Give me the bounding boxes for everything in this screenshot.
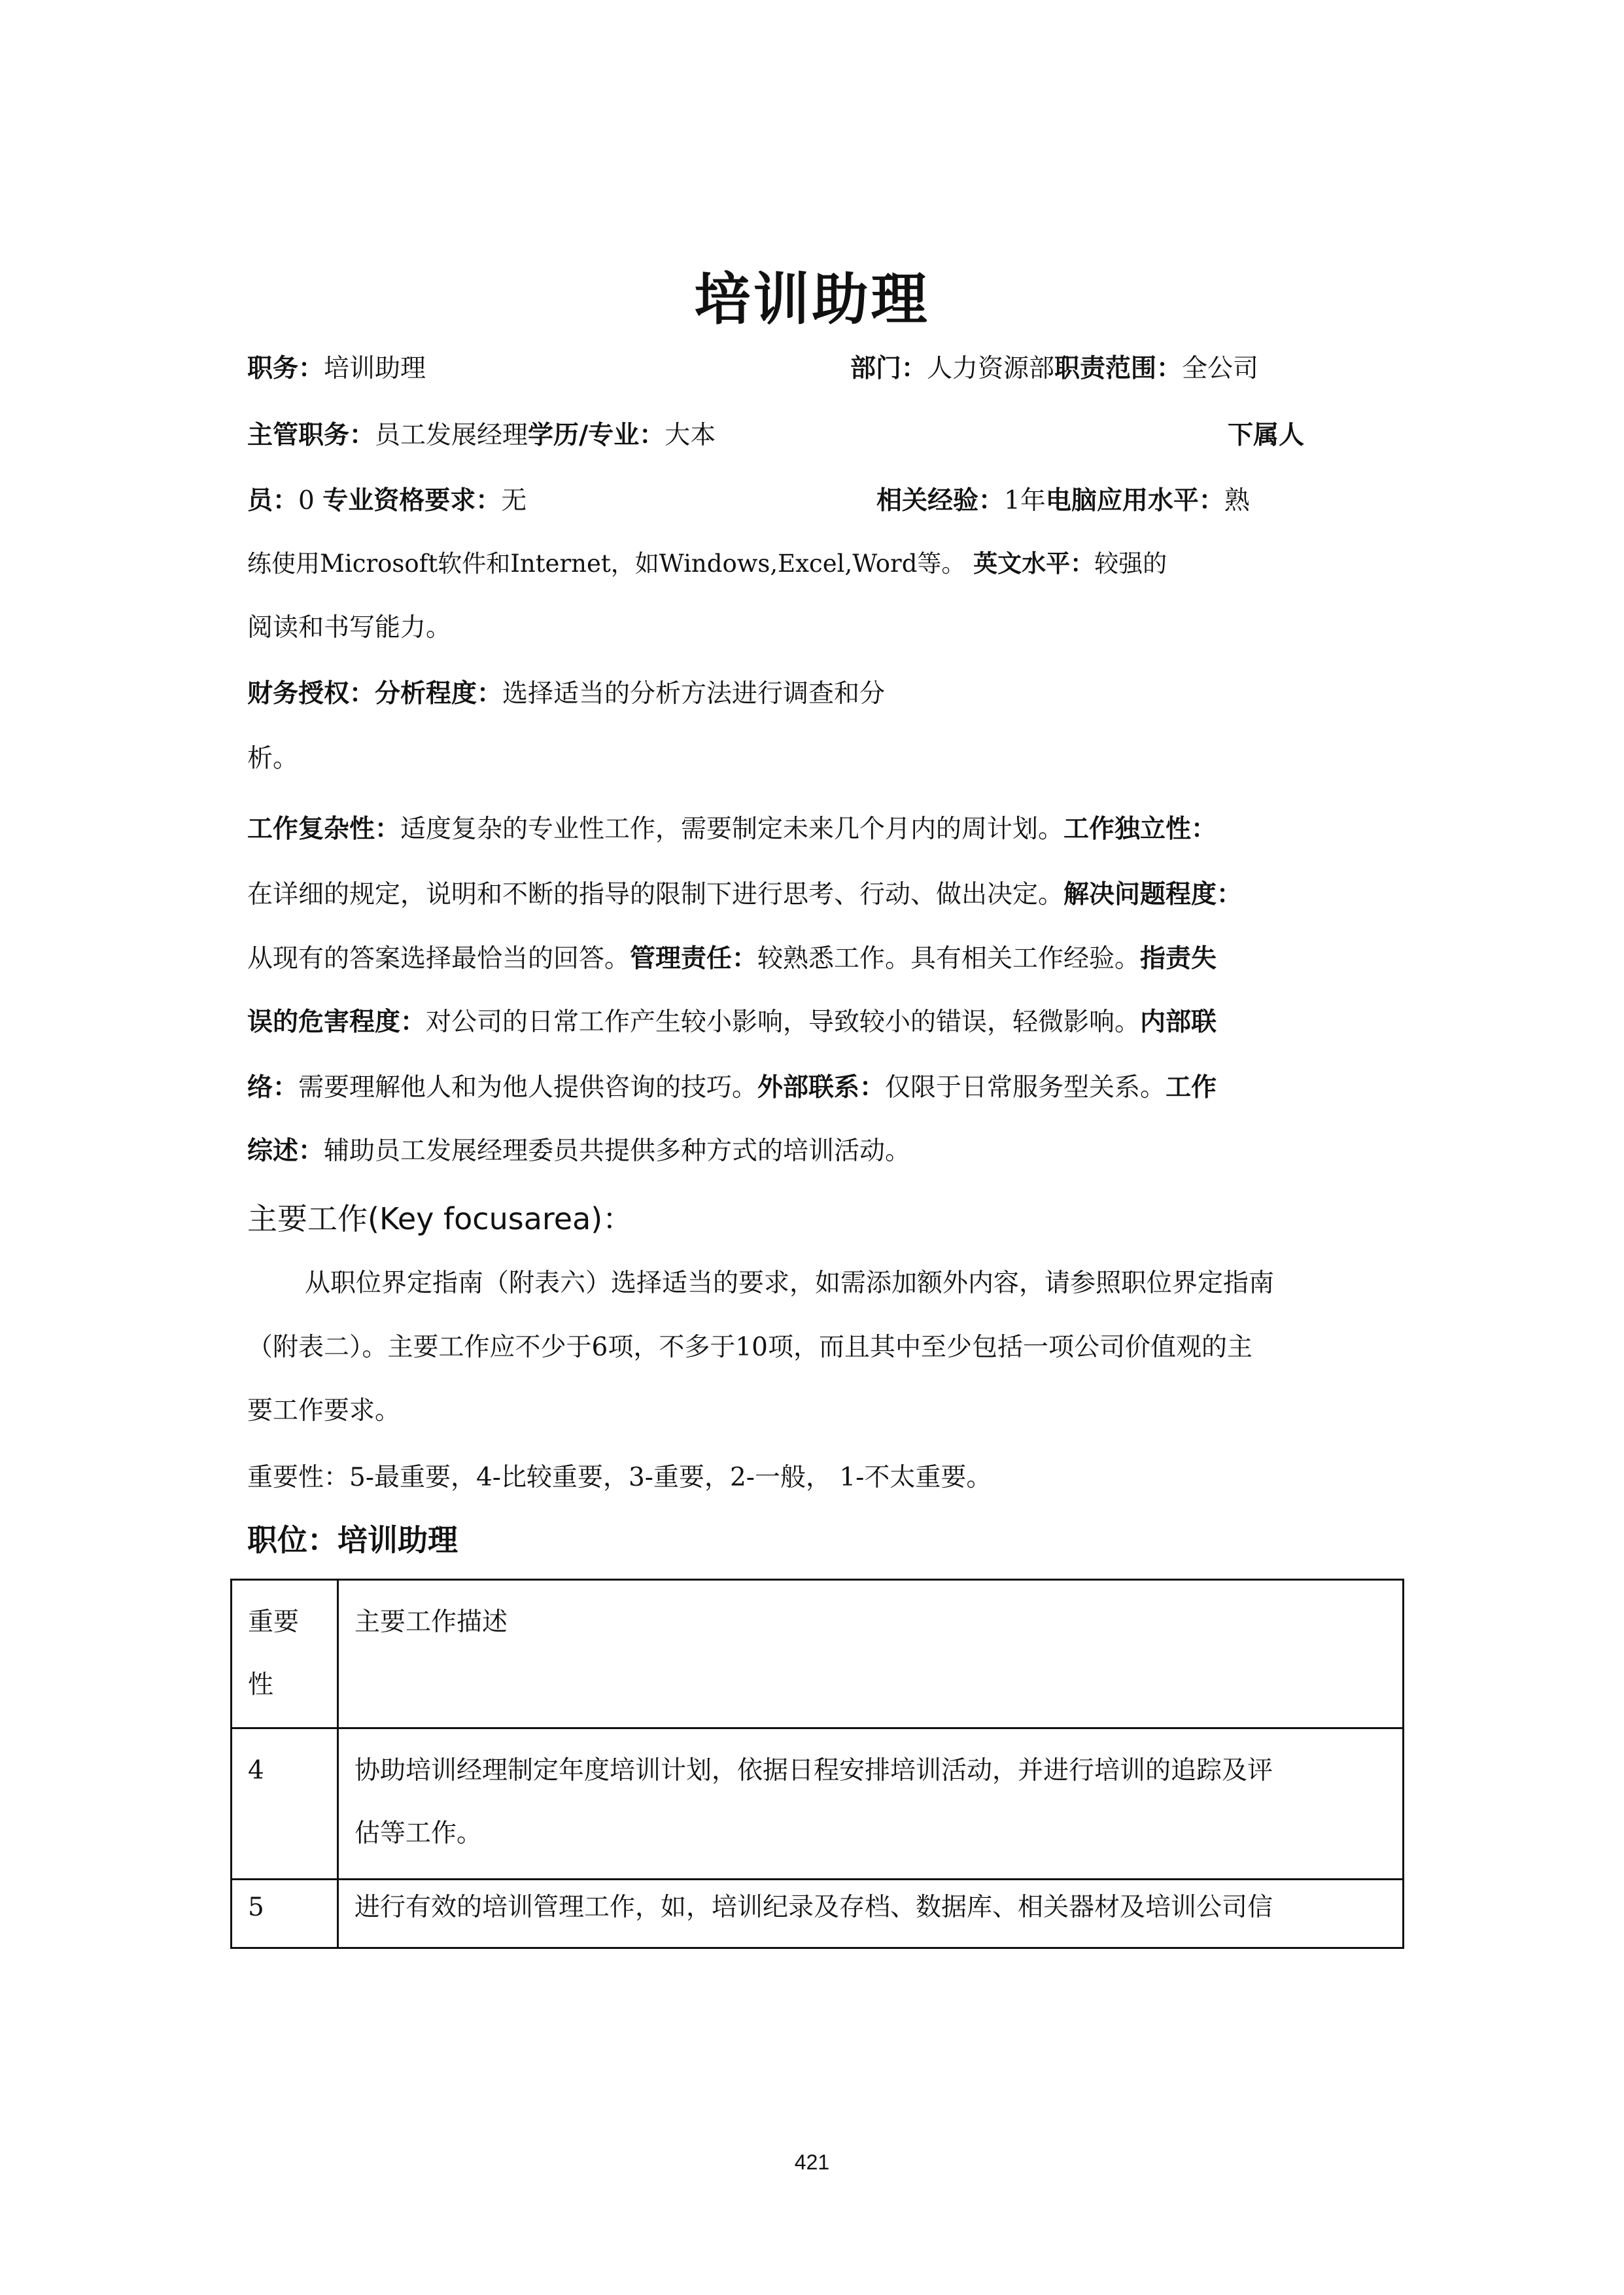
scope-label: 职责范围： (1054, 354, 1183, 383)
dept-value: 人力资源部 (927, 354, 1055, 383)
info-line-4 (247, 548, 1167, 580)
internal-label-b: 络： (247, 1073, 299, 1102)
info-line-5 (247, 612, 451, 644)
row-importance: 4 (232, 1728, 338, 1880)
complexity-line-4 (247, 1006, 1217, 1039)
complexity-line-2 (247, 879, 1242, 911)
internal-value: 需要理解他人和为他人提供咨询的技巧。 (298, 1073, 758, 1102)
summary-label-a: 工作 (1166, 1073, 1217, 1102)
info-line-2 (247, 419, 716, 452)
row-desc-line-2: 估等工作。 (354, 1819, 483, 1848)
exp-value: 1年 (1004, 486, 1046, 516)
complexity-value: 适度复杂的专业性工作，需要制定未来几个月内的周计划。 (400, 815, 1064, 844)
info-line-6 (247, 678, 885, 710)
duties-table (230, 1579, 1404, 1949)
mgmt-value: 较熟悉工作。具有相关工作经验。 (757, 944, 1141, 973)
internal-label-a: 内部联 (1140, 1007, 1217, 1037)
edu-label: 学历/专业： (528, 421, 665, 450)
external-label: 外部联系： (757, 1073, 886, 1102)
info-line-3b (876, 485, 1250, 517)
header-importance-line-2: 性 (248, 1670, 274, 1700)
table-header-desc (338, 1580, 1404, 1728)
qual-label: 专业资格要求： (322, 486, 502, 516)
analysis-value-b: 析。 (247, 744, 299, 773)
qual-value: 无 (501, 486, 527, 516)
external-value: 仅限于日常服务型关系。 (885, 1073, 1166, 1102)
duty-label: 职务： (247, 354, 324, 383)
summary-label-b: 综述： (247, 1136, 324, 1166)
analysis-value-a: 选择适当的分析方法进行调查和分 (502, 679, 886, 709)
exp-label: 相关经验： (876, 486, 1005, 516)
independence-value: 在详细的规定，说明和不断的指导的限制下进行思考、行动、做出决定。 (247, 880, 1064, 909)
info-line-2b (1228, 419, 1304, 452)
duty-value: 培训助理 (324, 354, 426, 383)
english-label: 英文水平： (973, 550, 1095, 578)
english-value-a: 较强的 (1094, 550, 1167, 578)
table-header-row (232, 1580, 1404, 1728)
complexity-line-5 (247, 1072, 1217, 1104)
finance-label: 财务授权： (247, 679, 375, 709)
computer-label: 电脑应用水平： (1045, 486, 1224, 516)
summary-value: 辅助员工发展经理委员共提供多种方式的培训活动。 (324, 1136, 911, 1166)
key-focus-para-line-2: （附表二）。主要工作应不少于6项，不多于10项，而且其中至少包括一项公司价值观的主 (247, 1333, 1253, 1362)
header-importance-line-1: 重要 (248, 1607, 300, 1637)
table-header-importance (232, 1580, 338, 1728)
independence-label: 工作独立性： (1063, 815, 1217, 844)
scope-value: 全公司 (1182, 354, 1259, 383)
subord-label-b: 员： (247, 486, 299, 516)
subord-value: 0 (298, 486, 315, 516)
supervisor-label: 主管职务： (247, 421, 375, 450)
problem-label: 解决问题程度： (1063, 880, 1243, 909)
row-desc-line-1: 协助培训经理制定年度培训计划，依据日程安排培训活动，并进行培训的追踪及评 (354, 1756, 1273, 1785)
importance-note: 重要性：5-最重要，4-比较重要，3-重要，2-一般， 1-不太重要。 (247, 1463, 992, 1492)
subord-label-a: 下属人 (1228, 421, 1305, 450)
error-label-b: 误的危害程度： (247, 1007, 426, 1037)
info-line-7 (247, 743, 298, 775)
supervisor-value: 员工发展经理 (375, 421, 528, 450)
key-focus-para-line-1: 从职位界定指南（附表六）选择适当的要求，如需添加额外内容，请参照职位界定指南 (305, 1269, 1275, 1298)
header-desc-text: 主要工作描述 (354, 1607, 508, 1637)
error-label-a: 指责失 (1140, 944, 1217, 973)
problem-value: 从现有的答案选择最恰当的回答。 (247, 944, 631, 973)
computer-value-a: 熟 (1224, 486, 1250, 516)
table-row (232, 1728, 1404, 1880)
complexity-line-3 (247, 943, 1217, 975)
complexity-line-6 (247, 1135, 910, 1168)
row-desc-line-1: 进行有效的培训管理工作，如，培训纪录及存档、数据库、相关器材及培训公司信 (354, 1893, 1273, 1922)
edu-value: 大本 (665, 421, 716, 450)
computer-value-b: 练使用Microsoft软件和Internet，如Windows,Excel,Word等。 (247, 550, 966, 578)
row-desc (338, 1728, 1404, 1880)
english-value-b: 阅读和书写能力。 (247, 613, 452, 642)
position-heading: 职位：培训助理 (247, 1522, 458, 1558)
row-importance: 5 (232, 1880, 338, 1948)
row-desc (338, 1880, 1404, 1948)
page-title: 培训助理 (694, 267, 930, 332)
error-value: 对公司的日常工作产生较小影响，导致较小的错误，轻微影响。 (426, 1007, 1141, 1037)
key-focus-para-line-3: 要工作要求。 (247, 1396, 401, 1426)
analysis-label: 分析程度： (375, 679, 503, 709)
info-line-1b (850, 353, 1258, 385)
info-line-3 (247, 485, 527, 517)
mgmt-label: 管理责任： (630, 944, 758, 973)
complexity-label: 工作复杂性： (247, 815, 401, 844)
page-number: 421 (794, 2150, 830, 2174)
dept-label: 部门： (850, 354, 927, 383)
complexity-line-1 (247, 813, 1217, 846)
key-focus-heading: 主要工作(Key focusarea)： (247, 1201, 633, 1236)
table-row (232, 1880, 1404, 1948)
info-line-1 (247, 353, 426, 385)
